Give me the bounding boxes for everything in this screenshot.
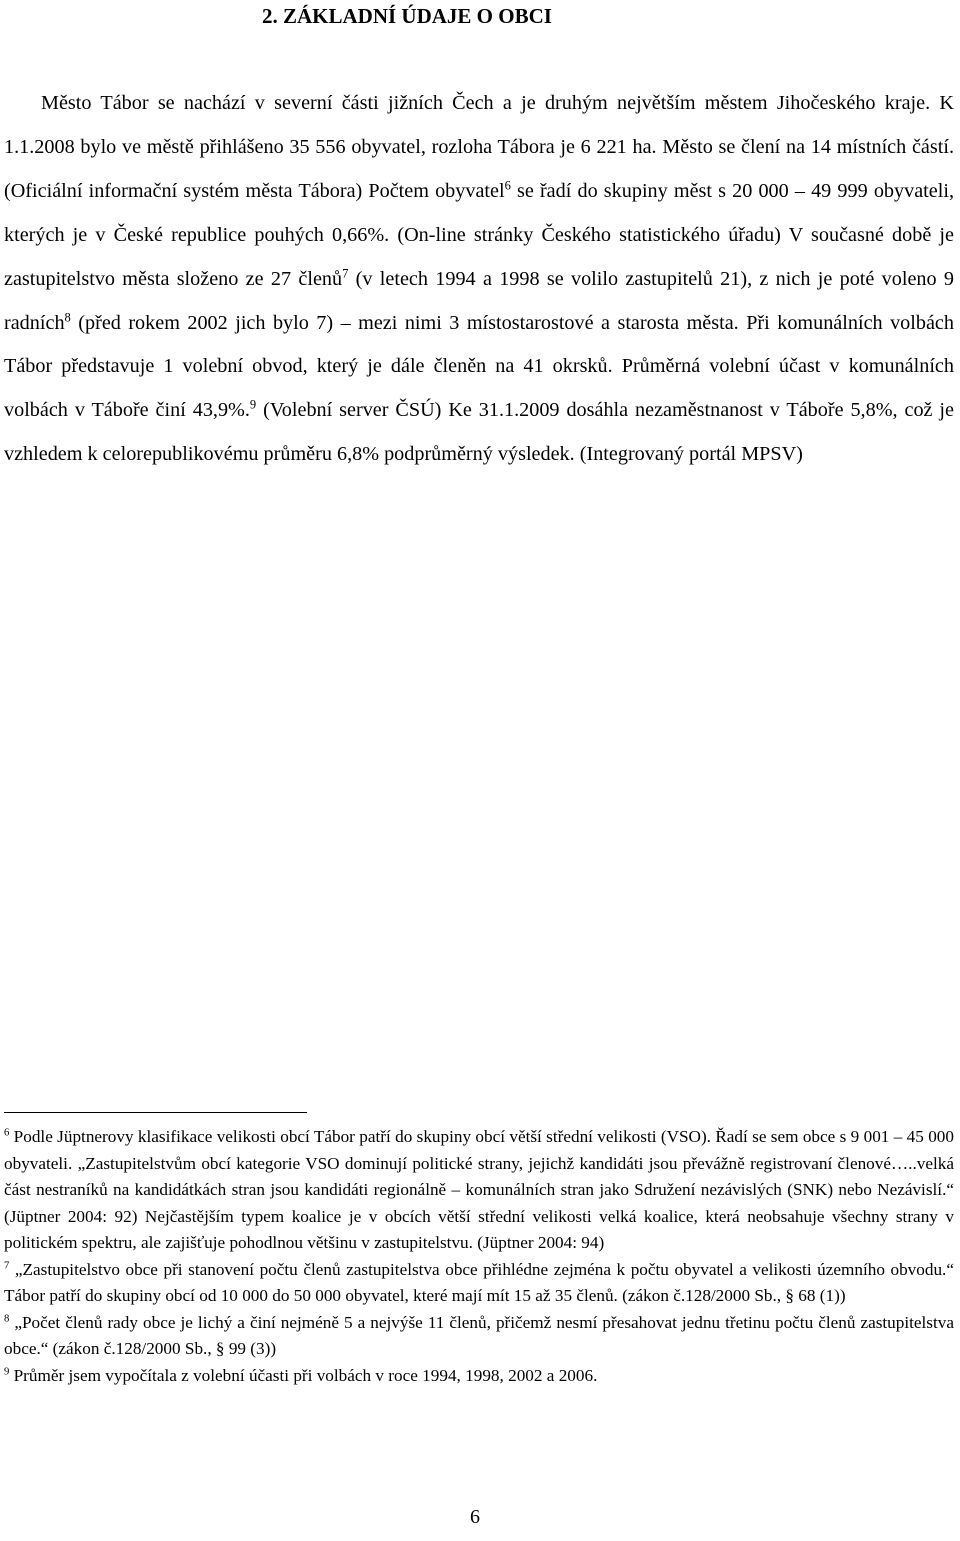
footnote-7: [4, 1257, 954, 1310]
footnote-number: 8: [4, 1312, 10, 1324]
footnote-8: [4, 1310, 954, 1363]
paragraph-text-1: Město Tábor se nachází v severní části jižních Čech a je druhým největším městem Jihočeského kraje. K 1.1.2008 bylo ve městě přihlášeno 35 556 obyvatel, rozloha Tábora je 6 221 ha. Město se člení na 14 místních částí. (Oficiální informační systém města Tábora) Počtem obyvatel: [4, 92, 954, 202]
paragraph-text-4: (před rokem 2002 jich bylo 7) – mezi nimi 3 místostarostové a starosta města. Při komunálních volbách Tábor představuje 1 volební obvod, který je dále členěn na 41 okrsků. Průměrná volební účast v komunálních volbách v Táboře činí 43,9%.: [4, 311, 954, 422]
page-number: 6: [470, 1506, 480, 1528]
footnote-ref-9: 9: [249, 397, 257, 412]
footnote-ref-7: 7: [342, 265, 349, 280]
footnote-text: Průměr jsem vypočítala z volební účasti při volbách v roce 1994, 1998, 2002 a 2006.: [9, 1365, 598, 1385]
footnote-9: [4, 1363, 954, 1390]
footnote-number: 6: [4, 1127, 10, 1139]
footnote-ref-8: 8: [64, 309, 71, 324]
footnote-number: 7: [4, 1259, 10, 1271]
section-heading: 2. ZÁKLADNÍ ÚDAJE O OBCI: [262, 4, 552, 28]
footnote-number: 9: [4, 1365, 10, 1377]
paragraph-text-2: se řadí do skupiny měst s 20 000 – 49 999 obyvateli, kterých je v České republice pouhých 0,66%. (On-line stránky Českého statistického úřadu) V současné době je zastupitelstvo města složeno ze 27 členů: [4, 179, 954, 290]
footnote-6: [4, 1124, 954, 1257]
main-paragraph: [4, 82, 954, 477]
footnotes-section: [4, 1124, 954, 1389]
paragraph-text-5: (Volební server ČSÚ) Ke 31.1.2009 dosáhla nezaměstnanost v Táboře 5,8%, což je vzhledem k celorepublikovému průměru 6,8% podprůměrný výsledek. (Integrovaný portál MPSV): [4, 399, 954, 466]
footnote-text: „Zastupitelstvo obce při stanovení počtu členů zastupitelstva obce přihlédne zejména k počtu obyvatel a velikosti územního obvodu.“ Tábor patří do skupiny obcí od 10 000 do 50 000 obyvatel, které mají mít 15 až 35 členů. (zákon č.128/2000 Sb., § 68 (1)): [4, 1259, 954, 1305]
footnote-text: „Počet členů rady obce je lichý a činí nejméně 5 a nejvýše 11 členů, přičemž nesmí přesahovat jednu třetinu počtu členů zastupitelstva obce.“ (zákon č.128/2000 Sb., § 99 (3)): [4, 1312, 954, 1358]
footnote-text: Podle Jüptnerovy klasifikace velikosti obcí Tábor patří do skupiny obcí větší střední velikosti (VSO). Řadí se sem obce s 9 001 – 45 000 obyvateli. „Zastupitelstvům obcí kategorie VSO dominují politické strany, jejichž kandidáti jsou převážně registrovaní členové…..velká část nestraníků na kandidátkách stran jsou kandidáti regionálně – komunálních stran jako Sdružení nezávislých (SNK) nebo Nezávislí.“ (Jüptner 2004: 92) Nejčastějším typem koalice je v obcích větší střední velikosti velká koalice, která neobsahuje všechny strany v politickém spektru, ale zajišťuje pohodlnou většinu v zastupitelstvu. (Jüptner 2004: 94): [4, 1127, 954, 1252]
paragraph-text-3: (v letech 1994 a 1998 se volilo zastupitelů 21), z nich je poté voleno 9 radních: [4, 267, 954, 334]
footnote-ref-6: 6: [504, 178, 511, 193]
footnote-separator: [4, 1112, 307, 1113]
